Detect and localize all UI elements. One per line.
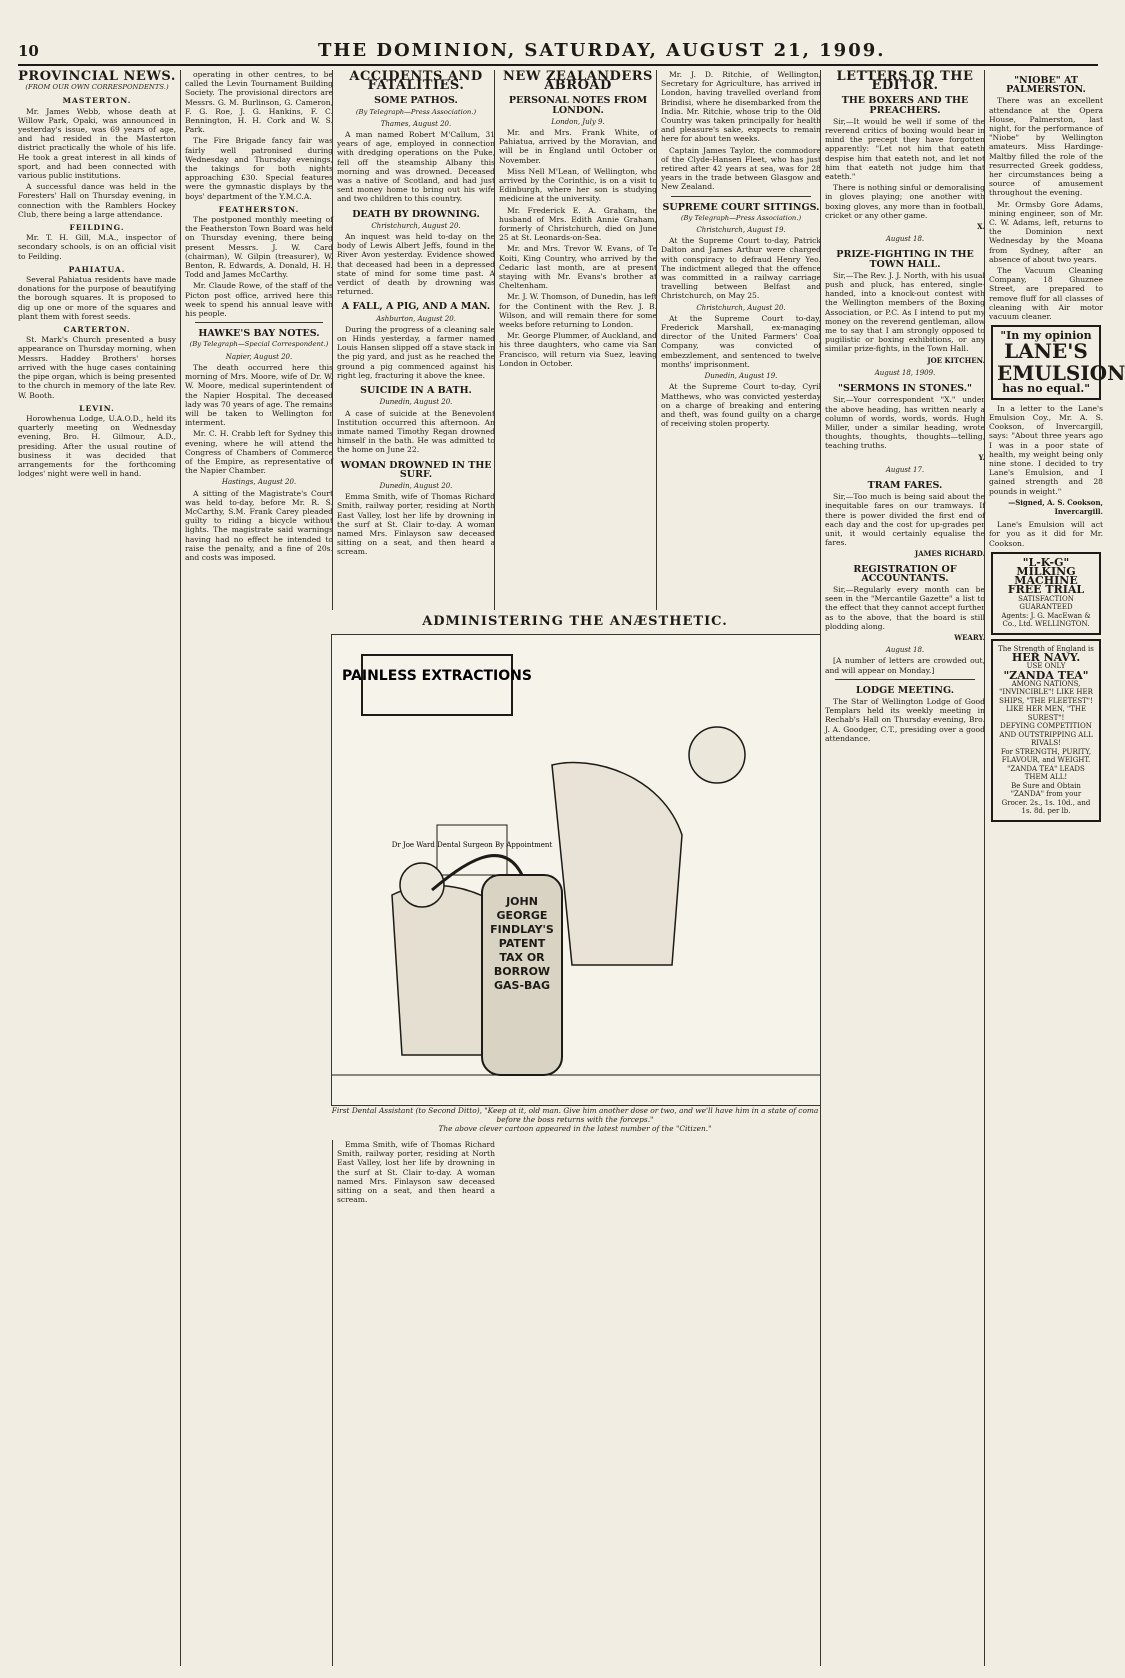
article-paragraph: The postponed monthly meeting of the Featherston Town Board was held on Thursday evening, there being present Messrs. J. W. Card (chairman), W. Gilpin (treasurer), W. Benton, R. Edwards, A. Donald, H. H. Todd and James McCarthy. (185, 215, 333, 280)
article-paragraph: Mr. J. D. Ritchie, of Wellington, Secretary for Agriculture, has arrived in London, having travelled overland from Brindisi, where he disembarked from the India. Mr. Ritchie, whose trip to the Old Country was taken principally for health and pleasure's sake, expects to remain here for about ten weeks. (661, 70, 821, 144)
dateline: Dunedin, August 19. (704, 372, 778, 381)
door-text: Dr Joe Ward Dental Surgeon By Appointment (391, 841, 553, 849)
dateline: Christchurch, August 19. (696, 226, 786, 235)
section-subheading: (By Telegraph—Press Association.) (355, 107, 477, 116)
sign-text-1: PAINLESS EXTRACTIONS (342, 668, 532, 684)
lanes-emulsion-ad (991, 325, 1125, 399)
article-paragraph: At the Supreme Court to-day, Cyril Matthews, who was convicted yesterday on a charge of breaking and entering and theft, was found guilty on a charge of receiving stolen property. (661, 382, 821, 429)
section-heading: HAWKE'S BAY NOTES. (198, 328, 320, 340)
letter-signature: JOE KITCHEN. (927, 355, 985, 365)
ad-guarantee: SATISFACTION GUARANTEED (1018, 594, 1074, 612)
letter-paragraph: Sir,—The Rev. J. J. North, with his usual push and pluck, has entered, single-handed, into a knock-out contest with the Wellington members of the Boxing Association, or P.C. As I intend to put my money on the reverend gentleman, allow me to say that I am strongly opposed to pugilistic or boxing exhibitions, or any similar prize-fights, in the Town Hall. (825, 270, 985, 354)
editor-note: [A number of letters are crowded out, and will appear on Monday.] (825, 656, 985, 675)
article-paragraph: During the progress of a cleaning sale on Hinds yesterday, a farmer named Louis Hansen slipped off a stave stack in the pig yard, and just as he reached the ground a pig commenced against his right leg, fracturing it above the knee. (337, 324, 495, 380)
place-heading: FEATHERSTON. (218, 204, 300, 214)
article-paragraph: Mr. J. W. Thomson, of Dunedin, has left for the Continent with the Rev. J. B. Wilson, and will remain there for some weeks before returning to London. (499, 292, 657, 330)
article-paragraph: Several Pahiatua residents have made donations for the purpose of beautifying the borough squares. It is proposed to dig up one or more of the squares and plant them with forest seeds. (18, 275, 176, 321)
letter-paragraph: Sir,—Your correspondent "X." under the above heading, has written nearly a column of words, words, words. Hugh Miller, under a similar heading, wrote thoughts, thoughts, thoughts—telling, teaching truths. (825, 395, 985, 451)
article-heading: SOME PATHOS. (374, 95, 458, 107)
ad-offer: FREE TRIAL (1007, 583, 1085, 597)
ad-line: Be Sure and Obtain "ZANDA" from your Grocer. 2s., 1s. 10d., and 1s. 8d. per lb. (1001, 781, 1091, 816)
dateline: August 18. (885, 235, 925, 244)
assistant-figure (552, 763, 682, 965)
dateline: Christchurch, August 20. (371, 221, 461, 230)
place-heading: MASTERTON. (62, 96, 132, 106)
article-paragraph: At the Supreme Court to-day, Frederick Marshall, ex-managing director of the United Farmers' Coal Company, was convicted of embezzlement, and sentenced to twelve months' imprisonment. (661, 313, 821, 369)
article-paragraph: Mr. and Mrs. Trevor W. Evans, of Te Koiti, King Country, who arrived by the Cedaric last month, are at present staying with Mr. Evans's brother at Cheltenham. (499, 244, 657, 291)
cartoon-illustration (331, 634, 821, 1106)
ad-line: DEFYING COMPETITION AND OUTSTRIPPING ALL RIVALS! (999, 722, 1093, 748)
article-paragraph: Captain James Taylor, the commodore of the Clyde-Hansen Fleet, who has just retired after 42 years at sea, was for 28 years in the trade between Glasgow and New Zealand. (661, 145, 821, 192)
article-heading: SUICIDE IN A BATH. (360, 385, 472, 397)
letter-heading: "SERMONS IN STONES." (838, 383, 972, 395)
newspaper-title: THE DOMINION, SATURDAY, AUGUST 21, 1909. (318, 40, 886, 61)
place-heading: LEVIN. (79, 403, 115, 413)
column-letters (820, 70, 985, 1666)
article-paragraph: Mr. James Webb, whose death at Willow Park, Opaki, was announced in yesterday's issue, was 69 years of age, and had resided in the Masterton district practically the whole of his life. He took a great interest in all kinds of sport, and had been connected with various public institutions. (18, 106, 176, 181)
section-subheading: (By Telegraph—Special Correspondent.) (189, 340, 329, 349)
letter-signature: WEARY. (954, 632, 985, 642)
letter-heading: REGISTRATION OF ACCOUNTANTS. (853, 563, 957, 584)
dateline: Thames, August 20. (380, 119, 452, 128)
letter-paragraph: There is nothing sinful or demoralising in gloves playing; one another with boxing gloves, any more than in football, cricket or any other game. (825, 183, 985, 220)
page-number: 10 (18, 42, 39, 60)
ad-brand: "L-K-G" (1022, 555, 1070, 569)
ad-signature: —Signed, A. S. Cookson, Invercargill. (1008, 497, 1103, 516)
letter-signature: X. (977, 222, 985, 232)
cartoon-caption (331, 1106, 819, 1133)
column-accidents (332, 70, 495, 610)
article-heading: LODGE MEETING. (855, 684, 955, 696)
article-paragraph: The Star of Wellington Lodge of Good Templars held its weekly meeting in Rechab's Hall on Thursday evening, Bro. J. A. Goodger, C.T., presiding over a good attendance. (825, 696, 985, 743)
dateline: Dunedin, August 20. (379, 481, 453, 490)
article-heading: A FALL, A PIG, AND A MAN. (341, 301, 491, 313)
place-heading: CARTERTON. (63, 325, 131, 335)
cylinder-label: JOHN GEORGE FINDLAY'S PATENT TAX OR BORROW GAS-BAG (490, 895, 554, 992)
ad-line: For STRENGTH, PURITY, FLAVOUR, and WEIGHT. (1000, 747, 1092, 765)
section-heading: PROVINCIAL NEWS. (18, 69, 176, 84)
letter-paragraph: Sir,—It would be well if some of the reverend critics of boxing would bear in mind the precept they have forgotten apparently: "Let not him that eateth despise him that eateth not, and let not him that eateth not judge him that eateth." (825, 116, 985, 182)
article-paragraph: A case of suicide at the Benevolent Institution occurred this afternoon. An inmate named Timothy Regan drowned himself in the bath. He was admitted to the home on June 22. (337, 408, 495, 455)
article-paragraph: There was an excellent attendance at the Opera House, Palmerston, last night, for the performance of "Niobe" by Wellington amateurs. Miss Hardinge-Maltby filled the role of the resurrected Greek goddess, her circumstances being a source of amusement throughout the evening. (989, 96, 1103, 198)
letter-heading: THE BOXERS AND THE PREACHERS. (841, 95, 969, 116)
article-paragraph: The Vacuum Cleaning Company, 18 Ghuznee Street, are prepared to remove fluff for all classes of cleaning with Air motor vacuum cleaner. (989, 266, 1103, 322)
article-paragraph: Horowhenua Lodge, U.A.O.D., held its quarterly meeting on Wednesday evening, Bro. H. Gilmour, A.D., presiding. After the usual routine of business it was decided that arrangements for the forthcoming lodges' night were well in hand. (18, 413, 176, 479)
ad-line: HER NAVY. (1011, 651, 1081, 665)
cartoon-title: ADMINISTERING THE ANÆSTHETIC. (422, 614, 728, 629)
article-heading: "NIOBE" AT PALMERSTON. (1006, 75, 1086, 96)
article-paragraph: Mr. Claude Rowe, of the staff of the Picton post office, arrived here this week to spend his annual leave with his people. (185, 281, 333, 319)
assistant-head (689, 727, 745, 783)
place-heading: PAHIATUA. (68, 264, 126, 274)
dateline: London, July 9. (551, 117, 605, 126)
lkg-milking-machine-ad (991, 552, 1101, 635)
dateline: Ashburton, August 20. (376, 314, 456, 323)
article-paragraph: An inquest was held to-day on the body of Lewis Albert Jeffs, found in the River Avon yesterday. Evidence showed that deceased had been in a depressed state of mind for some time past. A verdict of death by drowning was returned. (337, 232, 495, 297)
dateline: Dunedin, August 20. (379, 398, 453, 407)
article-paragraph: Miss Nell M'Lean, of Wellington, who arrived by the Corinthic, is on a visit to Edinburgh, where her son is studying medicine at the university. (499, 166, 657, 204)
zanda-tea-ad (991, 639, 1101, 822)
section-heading: LETTERS TO THE EDITOR. (836, 69, 974, 94)
ad-brand: LANE'S (1004, 339, 1088, 364)
article-heading: WOMAN DROWNED IN THE SURF. (340, 459, 492, 480)
column-new-zealanders-abroad (494, 70, 657, 610)
column-personal-court (656, 70, 821, 610)
painless-sign (362, 655, 512, 715)
ad-footer: Lane's Emulsion will act for you as it did for Mr. Cookson. (989, 520, 1103, 548)
article-paragraph: operating in other centres, to be called the Levin Tournament Building Society. The provisional directors are Messrs. G. M. Burlinson, G. Cameron, F. G. Roe, J. G. Hankins, F. C. Bennington, H. H. Cork and W. S. Park. (185, 70, 333, 135)
dateline: August 17. (885, 465, 925, 474)
article-paragraph: Mr. Ormsby Gore Adams, mining engineer, son of Mr. C. W. Adams, left, returns to the Dominion next Wednesday by the Moana from Sydney, after an absence of about two years. (989, 199, 1103, 264)
ad-product: MILKING MACHINE (1014, 564, 1078, 588)
ad-product: EMULSION (997, 361, 1125, 386)
ad-line: The Strength of England is (998, 644, 1094, 653)
dateline: August 18. (885, 646, 925, 655)
ad-product: "ZANDA TEA" (1003, 668, 1089, 682)
article-paragraph: The death occurred here this morning of Mrs. Moore, wife of Dr. W. W. Moore, medical superintendent of the Napier Hospital. The deceased lady was 70 years of age. The remains will be taken to Wellington for interment. (185, 362, 333, 428)
article-paragraph: A sitting of the Magistrate's Court was held to-day, before Mr. R. S. McCarthy, S.M. Frank Carey pleaded guilty to riding a bicycle without lights. The magistrate said warnings having had no effect he intended to raise the penalty, and a fine of 20s. and costs was imposed. (185, 488, 333, 562)
article-heading: PERSONAL NOTES FROM LONDON. (508, 95, 648, 116)
ad-body: In a letter to the Lane's Emulsion Coy., Mr. A. S. Cookson, of Invercargill, says: "About three years ago I was in a poor state of health, my weight being only nine stone. I decided to try Lane's Emulsion, and I gained strength and 28 pounds in weight." (989, 403, 1103, 496)
column-niobe-ads (984, 70, 1125, 1666)
article-paragraph: At the Supreme Court to-day, Patrick Dalton and James Arthur were charged with conspiracy to defraud Henry Yeo. The indictment alleged that the offence was committed in a railway carriage travelling between Belfast and Christchurch, on May 25. (661, 236, 821, 301)
caption-text: First Dental Assistant (to Second Ditto), "Keep at it, old man. Give him another dose or two, and we'll have him in a state of coma before the boss returns with the forceps." (331, 1106, 819, 1124)
ad-line: "ZANDA TEA" LEADS THEM ALL! (1007, 764, 1085, 782)
dateline: Christchurch, August 20. (696, 303, 786, 312)
section-heading: ACCIDENTS AND FATALITIES. (349, 69, 483, 94)
letter-heading: TRAM FARES. (867, 479, 943, 491)
dateline: Napier, August 20. (225, 352, 293, 361)
article-paragraph: Mr. T. H. Gill, M.A., inspector of secondary schools, is on an official visit to Feilding. (18, 233, 176, 261)
column-provincial-news (18, 70, 176, 1666)
article-heading: DEATH BY DROWNING. (352, 208, 480, 220)
place-heading: FEILDING. (69, 223, 125, 233)
column-local-notes (180, 70, 333, 1666)
ad-headline: "In my opinion (1000, 329, 1092, 343)
article-paragraph: The Fire Brigade fancy fair was fairly well patronised during Wednesday and Thursday evenings, the takings for both nights approaching £30. Special features were the gymnastic displays by the boys' department of the Y.M.C.A. (185, 136, 333, 201)
article-paragraph: Emma Smith, wife of Thomas Richard Smith, railway porter, residing at North East Valley, lost her life by drowning in the surf at St. Clair to-day. A woman named Mrs. Finlayson saw deceased sitting on a seat, and then heard a scream. (337, 1140, 495, 1205)
article-paragraph: A successful dance was held in the Foresters' Hall on Thursday evening, in connection with the Ramblers Hockey Club, there being a large attendance. (18, 182, 176, 219)
masthead (18, 40, 1098, 66)
article-paragraph: A man named Robert M'Callum, 31 years of age, employed in connection with dredging operations on the Puke, fell off the steamship Albany this morning and was drowned. Deceased was a native of Scotland, and had just sent money home to bring out his wife and two children to this country. (337, 130, 495, 204)
ad-tagline: has no equal." (1002, 382, 1090, 396)
article-heading: SUPREME COURT SITTINGS. (662, 201, 820, 213)
article-paragraph: St. Mark's Church presented a busy appearance on Thursday morning, when Messrs. Haddey Brothers' horses arrived with the huge cases containing the pipe organ, which is being presented to the church in memory of the late Rev. W. Booth. (18, 335, 176, 400)
article-paragraph: Mr. Frederick E. A. Graham, the husband of Mrs. Edith Annie Graham, formerly of Christchurch, died on June 25 at St. Leonards-on-Sea. (499, 205, 657, 243)
letter-signature: Y. (978, 452, 985, 462)
cartoon-drawing (332, 635, 820, 1105)
article-paragraph: Mr. C. H. Crabb left for Sydney this evening, where he will attend the Congress of Chambers of Commerce of the Empire, as representative of the Napier Chamber. (185, 429, 333, 476)
article-paragraph: Mr. and Mrs. Frank White, of Pahiatua, arrived by the Moravian, and will be in England until October or November. (499, 128, 657, 165)
column-wanganui-fires (332, 1140, 495, 1666)
letter-heading: PRIZE-FIGHTING IN THE TOWN HALL. (836, 249, 974, 270)
letter-signature: JAMES RICHARD. (914, 549, 985, 559)
letter-paragraph: Sir,—Regularly every month can be seen in the "Mercantile Gazette" a list to the effect that they cannot accept further as to the above, that the board is still plodding along. (825, 584, 985, 631)
dateline: Hastings, August 20. (221, 478, 297, 487)
letter-paragraph: Sir,—Too much is being said about the inequitable fares on our tramways. If there is power divided the first end of each day and the cost for up-grades per unit, it would certainly equalise the fares. (825, 492, 985, 548)
ad-agents: Agents: J. G. MacEwan & Co., Ltd. WELLINGTON. (1001, 611, 1091, 629)
caption-note: The above clever cartoon appeared in the latest number of the "Citizen." (438, 1124, 712, 1133)
article-paragraph: Mr. George Plummer, of Auckland, and his three daughters, who came via San Francisco, will return via Suez, leaving London in October. (499, 331, 657, 368)
section-heading: NEW ZEALANDERS ABROAD (503, 69, 653, 94)
section-subheading: (FROM OUR OWN CORRESPONDENTS.) (25, 83, 169, 92)
dateline: August 18, 1909. (874, 368, 936, 377)
section-subheading: (By Telegraph—Press Association.) (680, 213, 802, 222)
ad-line: USE ONLY (1026, 662, 1066, 671)
ad-line: AMONG NATIONS, "INVINCIBLE"! LIKE HER SHIPS, "THE FLEETEST"! LIKE HER MEN, "THE SUREST"! (999, 679, 1093, 722)
article-paragraph: Emma Smith, wife of Thomas Richard Smith, railway porter, residing at North East Valley, lost her life by drowning in the surf at St. Clair to-day. A woman named Mrs. Finlayson saw deceased sitting on a seat, and then heard a scream. (337, 492, 495, 557)
door-placard (437, 825, 507, 875)
